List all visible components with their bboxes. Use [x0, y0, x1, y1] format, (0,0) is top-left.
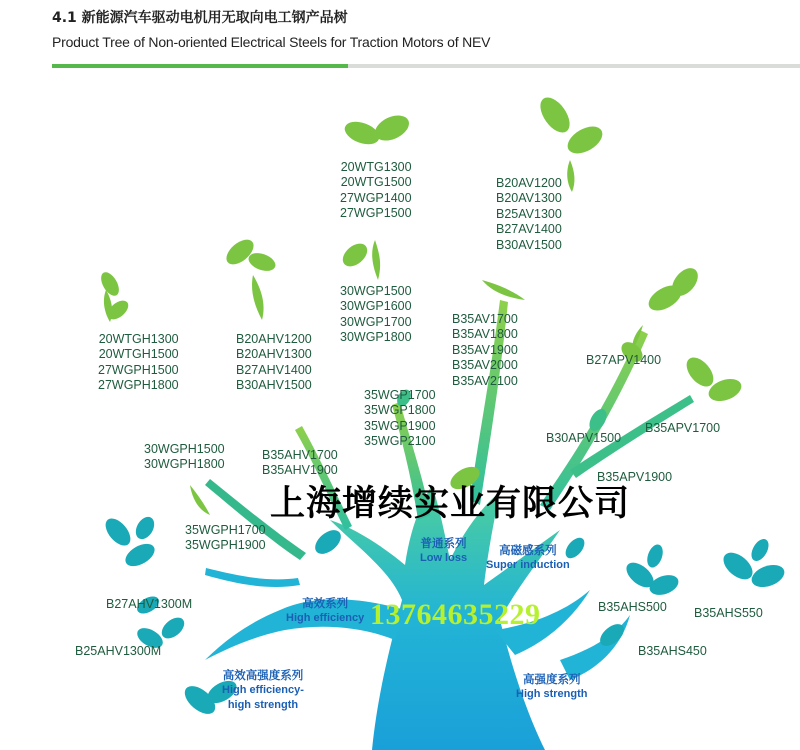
series-label-zh: 普通系列 — [420, 536, 467, 550]
product-label: B35AHV1700 — [262, 448, 338, 462]
leaf-icon — [101, 514, 159, 571]
product-label: 35WGP1800 — [364, 403, 436, 418]
leaf-icon — [719, 536, 788, 591]
series-label-en: High efficiency- — [222, 684, 304, 696]
product-group-apv-27 — [586, 353, 661, 368]
series-label-en: High efficiency — [286, 612, 365, 624]
product-label: B30APV1500 — [546, 431, 622, 445]
product-label: 30WGPH1500 — [144, 442, 225, 456]
leaf-icon — [97, 269, 131, 323]
blade-icon — [190, 485, 210, 515]
product-label: B35AV1800 — [452, 327, 518, 342]
series-label-zh: 高效高强度系列 — [222, 668, 304, 682]
leaf-icon — [342, 110, 413, 148]
product-group-wgph-35 — [185, 523, 266, 554]
series-label-en-line2: high strength — [227, 699, 299, 711]
product-label: B35APV1700 — [645, 421, 721, 435]
product-group-av-top — [496, 176, 562, 253]
series-high-efficiency-strength — [222, 668, 304, 713]
product-label: B30AV1500 — [496, 237, 562, 252]
product-label: B25AHV1300M — [75, 644, 162, 658]
blade-icon — [482, 280, 525, 300]
product-group-wtgh — [98, 332, 179, 394]
product-group-wgp-30 — [340, 284, 412, 346]
leaf-icon — [338, 239, 371, 271]
product-group-ahv-m2 — [75, 644, 161, 659]
product-label: 30WGP1500 — [340, 284, 412, 298]
series-high-strength — [516, 672, 588, 702]
product-label: 20WTGH1500 — [98, 347, 179, 362]
product-label: 27WGP1400 — [340, 190, 412, 205]
series-label-zh: 高强度系列 — [523, 672, 581, 686]
product-group-apv-35a — [645, 421, 720, 436]
product-group-wgp-35 — [364, 388, 436, 450]
product-label: 20WTG1300 — [340, 160, 412, 174]
product-label: 27WGPH1500 — [98, 362, 179, 377]
series-high-efficiency — [286, 596, 364, 626]
watermark-phone-number: 13764635229 — [370, 598, 541, 631]
product-group-ahs-500 — [598, 600, 667, 615]
product-label: B20AV1200 — [496, 176, 562, 190]
product-label: B35AHS450 — [638, 644, 707, 658]
product-label: 35WGP1700 — [364, 388, 436, 402]
product-label: 20WTGH1300 — [98, 332, 179, 346]
product-label: B27AHV1400 — [236, 362, 312, 377]
product-group-ahs-450 — [638, 644, 707, 659]
product-group-av-35 — [452, 312, 518, 389]
product-label: B27AV1400 — [496, 222, 562, 237]
series-label-zh: 高磁感系列 — [499, 543, 557, 557]
product-group-ahv-top — [236, 332, 312, 394]
product-label: B20AV1300 — [496, 191, 562, 206]
leaf-icon — [622, 542, 681, 598]
product-label: B27APV1400 — [586, 353, 662, 367]
product-label: B35AV2000 — [452, 358, 518, 373]
product-label: 27WGP1500 — [340, 206, 412, 221]
product-group-ahs-550 — [694, 606, 763, 621]
product-label: B20AHV1300 — [236, 347, 312, 362]
product-group-wgph-30 — [144, 442, 225, 473]
product-group-ahv-35 — [262, 448, 338, 479]
product-label: 30WGP1600 — [340, 299, 412, 314]
series-low-loss — [420, 536, 467, 566]
product-label: 30WGP1700 — [340, 314, 412, 329]
page-subtitle: Product Tree of Non-oriented Electrical Steels for Traction Motors of NEV — [52, 34, 491, 50]
product-label: 35WGP2100 — [364, 434, 436, 449]
product-group-wtg — [340, 160, 412, 222]
product-label: B27AHV1300M — [106, 597, 193, 611]
product-label: 35WGPH1900 — [185, 538, 266, 553]
product-label: 30WGPH1800 — [144, 457, 225, 472]
product-label: B35APV1900 — [597, 470, 673, 484]
page-title: 4.1 新能源汽车驱动电机用无取向电工钢产品树 — [52, 10, 348, 26]
product-label: 30WGP1800 — [340, 330, 412, 345]
product-group-ahv-m1 — [106, 597, 192, 612]
product-label: B35AHS500 — [598, 600, 667, 614]
blade-icon — [372, 240, 380, 280]
product-label: 35WGP1900 — [364, 418, 436, 433]
product-label: 27WGPH1800 — [98, 378, 179, 393]
tree-branch-ahv-m — [205, 568, 300, 587]
blade-icon — [252, 275, 264, 320]
series-label-zh: 高效系列 — [302, 596, 349, 610]
product-label: B35AV1700 — [452, 312, 518, 326]
series-label-en: Super induction — [486, 559, 570, 571]
product-label: B35AV2100 — [452, 373, 518, 388]
watermark-company-name: 上海增续实业有限公司 — [270, 483, 631, 524]
leaf-icon — [644, 263, 703, 315]
leaf-icon — [222, 235, 278, 274]
product-label: 35WGPH1700 — [185, 523, 266, 537]
product-label: B30AHV1500 — [236, 378, 312, 393]
leaf-icon — [311, 525, 346, 558]
product-label: B20AHV1200 — [236, 332, 312, 346]
blade-icon — [567, 160, 574, 192]
leaf-icon — [535, 92, 607, 159]
product-label: B35AHV1900 — [262, 463, 338, 478]
series-super-induction — [486, 543, 570, 573]
product-group-apv-30 — [546, 431, 621, 446]
series-label-en: High strength — [516, 688, 588, 700]
product-label: B35AHS550 — [694, 606, 763, 620]
series-label-en: Low loss — [420, 552, 468, 564]
product-label: B35AV1900 — [452, 342, 518, 357]
product-label: 20WTG1500 — [340, 175, 412, 190]
product-label: B25AV1300 — [496, 206, 562, 221]
